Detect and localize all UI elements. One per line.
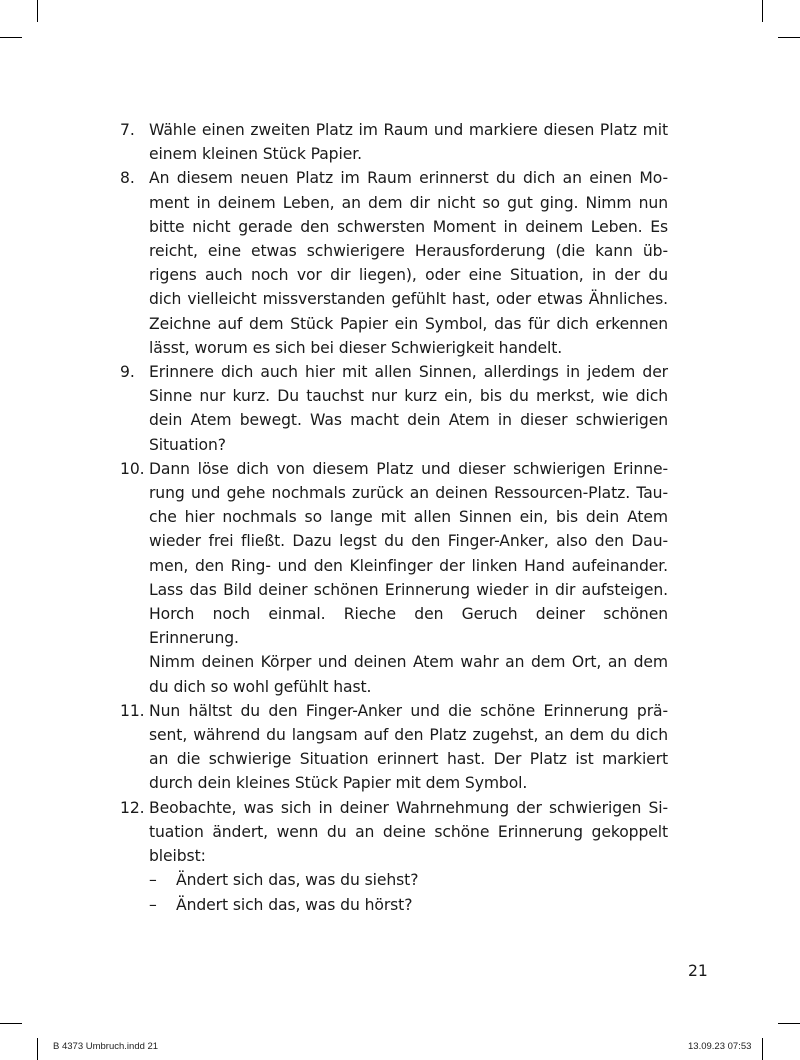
list-item bbox=[120, 360, 668, 457]
list-item-number: 12. bbox=[120, 798, 145, 817]
text-line: tuation ändert, wenn du an deine schöne Erinnerung gekoppelt bbox=[149, 822, 668, 841]
text-line: men, den Ring- und den Kleinfinger der linken Hand aufeinander. bbox=[149, 556, 668, 575]
text-line: Nimm deinen Körper und deinen Atem wahr an dem Ort, an dem bbox=[149, 653, 668, 672]
text-line: sent, während du langsam auf den Platz zugehst, an dem du dich bbox=[149, 726, 668, 745]
list-item-text bbox=[149, 796, 668, 869]
crop-mark-top-right-h bbox=[778, 37, 800, 38]
text-line: durch dein kleines Stück Papier mit dem Symbol. bbox=[149, 774, 528, 793]
text-line: Nun hältst du den Finger-Anker und die schöne Erinnerung prä- bbox=[149, 701, 668, 720]
text-line: Dann löse dich von diesem Platz und dieser schwierigen Erinne- bbox=[149, 459, 668, 478]
text-line: ment in deinem Leben, an dem dir nicht so gut ging. Nimm nun bbox=[149, 193, 668, 212]
crop-mark-top-right bbox=[762, 0, 763, 22]
list-item-number: 11. bbox=[120, 701, 145, 720]
text-line: che hier nochmals so lange mit allen Sinnen ein, bis dein Atem bbox=[149, 508, 668, 527]
text-line: rigens auch noch vor dir liegen), oder eine Situation, in der du bbox=[149, 266, 668, 285]
text-line: Beobachte, was sich in deiner Wahrnehmung der schwierigen Si- bbox=[149, 798, 668, 817]
slug-filename: B 4373 Umbruch.indd 21 bbox=[53, 1041, 159, 1052]
list-item-text bbox=[149, 360, 668, 457]
dash-marker: – bbox=[149, 895, 157, 914]
crop-mark-bottom-right bbox=[762, 1038, 763, 1060]
list-item-text bbox=[149, 457, 668, 699]
text-line: Sinne nur kurz. Du tauchst nur kurz ein, bis du merkst, wie dich bbox=[149, 387, 668, 406]
list-item bbox=[120, 118, 668, 166]
text-line: dich vielleicht missverstanden gefühlt hast, oder etwas Ähnliches. bbox=[149, 290, 668, 309]
text-line: bleibst: bbox=[149, 847, 206, 866]
crop-mark-bottom-left-h bbox=[0, 1023, 22, 1024]
list-item-text bbox=[149, 118, 668, 166]
numbered-list bbox=[120, 118, 668, 917]
dash-marker: – bbox=[149, 871, 157, 890]
text-line: an die schwierige Situation erinnert hast. Der Platz ist markiert bbox=[149, 750, 668, 769]
text-line: rung und gehe nochmals zurück an deinen Ressourcen-Platz. Tau- bbox=[149, 484, 668, 503]
sub-list-item bbox=[149, 868, 668, 892]
text-line: Erinnere dich auch hier mit allen Sinnen, allerdings in jedem der bbox=[149, 363, 668, 382]
list-item bbox=[120, 166, 668, 360]
text-line: du dich so wohl gefühlt hast. bbox=[149, 677, 372, 696]
crop-mark-top-left-h bbox=[0, 37, 22, 38]
sub-list-item-text: Ändert sich das, was du hörst? bbox=[176, 895, 413, 914]
list-item-number: 10. bbox=[120, 459, 145, 478]
text-line: reicht, eine etwas schwierigere Herausforderung (die kann üb- bbox=[149, 242, 668, 261]
slug-timestamp: 13.09.23 07:53 bbox=[688, 1041, 752, 1052]
text-line: bitte nicht gerade den schwersten Moment in deinem Leben. Es bbox=[149, 217, 668, 236]
text-line: Zeichne auf dem Stück Papier ein Symbol, das für dich erkennen bbox=[149, 314, 668, 333]
text-line: einem kleinen Stück Papier. bbox=[149, 145, 362, 164]
list-item bbox=[120, 457, 668, 699]
list-item-number: 7. bbox=[120, 121, 135, 139]
text-line: An diesem neuen Platz im Raum erinnerst du dich an einen Mo- bbox=[149, 169, 668, 188]
crop-mark-top-left bbox=[37, 0, 38, 22]
list-item-number: 8. bbox=[120, 169, 135, 188]
crop-mark-bottom-right-h bbox=[778, 1023, 800, 1024]
sub-list-item-text: Ändert sich das, was du siehst? bbox=[176, 871, 419, 890]
list-item-number: 9. bbox=[120, 363, 135, 382]
text-line: Horch noch einmal. Rieche den Geruch deiner schönen Erinnerung. bbox=[149, 605, 668, 648]
list-item bbox=[120, 796, 668, 869]
text-line: Situation? bbox=[149, 435, 226, 454]
text-line: Lass das Bild deiner schönen Erinnerung wieder in dir aufsteigen. bbox=[149, 580, 668, 599]
crop-mark-bottom-left bbox=[37, 1038, 38, 1060]
text-line: Wähle einen zweiten Platz im Raum und markiere diesen Platz mit bbox=[149, 121, 668, 139]
sub-list-item bbox=[149, 893, 668, 917]
text-line: lässt, worum es sich bei dieser Schwierigkeit handelt. bbox=[149, 338, 563, 357]
text-line: wieder frei fließt. Dazu legst du den Finger-Anker, also den Dau- bbox=[149, 532, 668, 551]
list-item-text bbox=[149, 699, 668, 796]
list-item-text bbox=[149, 166, 668, 360]
list-item bbox=[120, 699, 668, 796]
text-line: dein Atem bewegt. Was macht dein Atem in dieser schwierigen bbox=[149, 411, 668, 430]
page-number: 21 bbox=[688, 962, 708, 980]
